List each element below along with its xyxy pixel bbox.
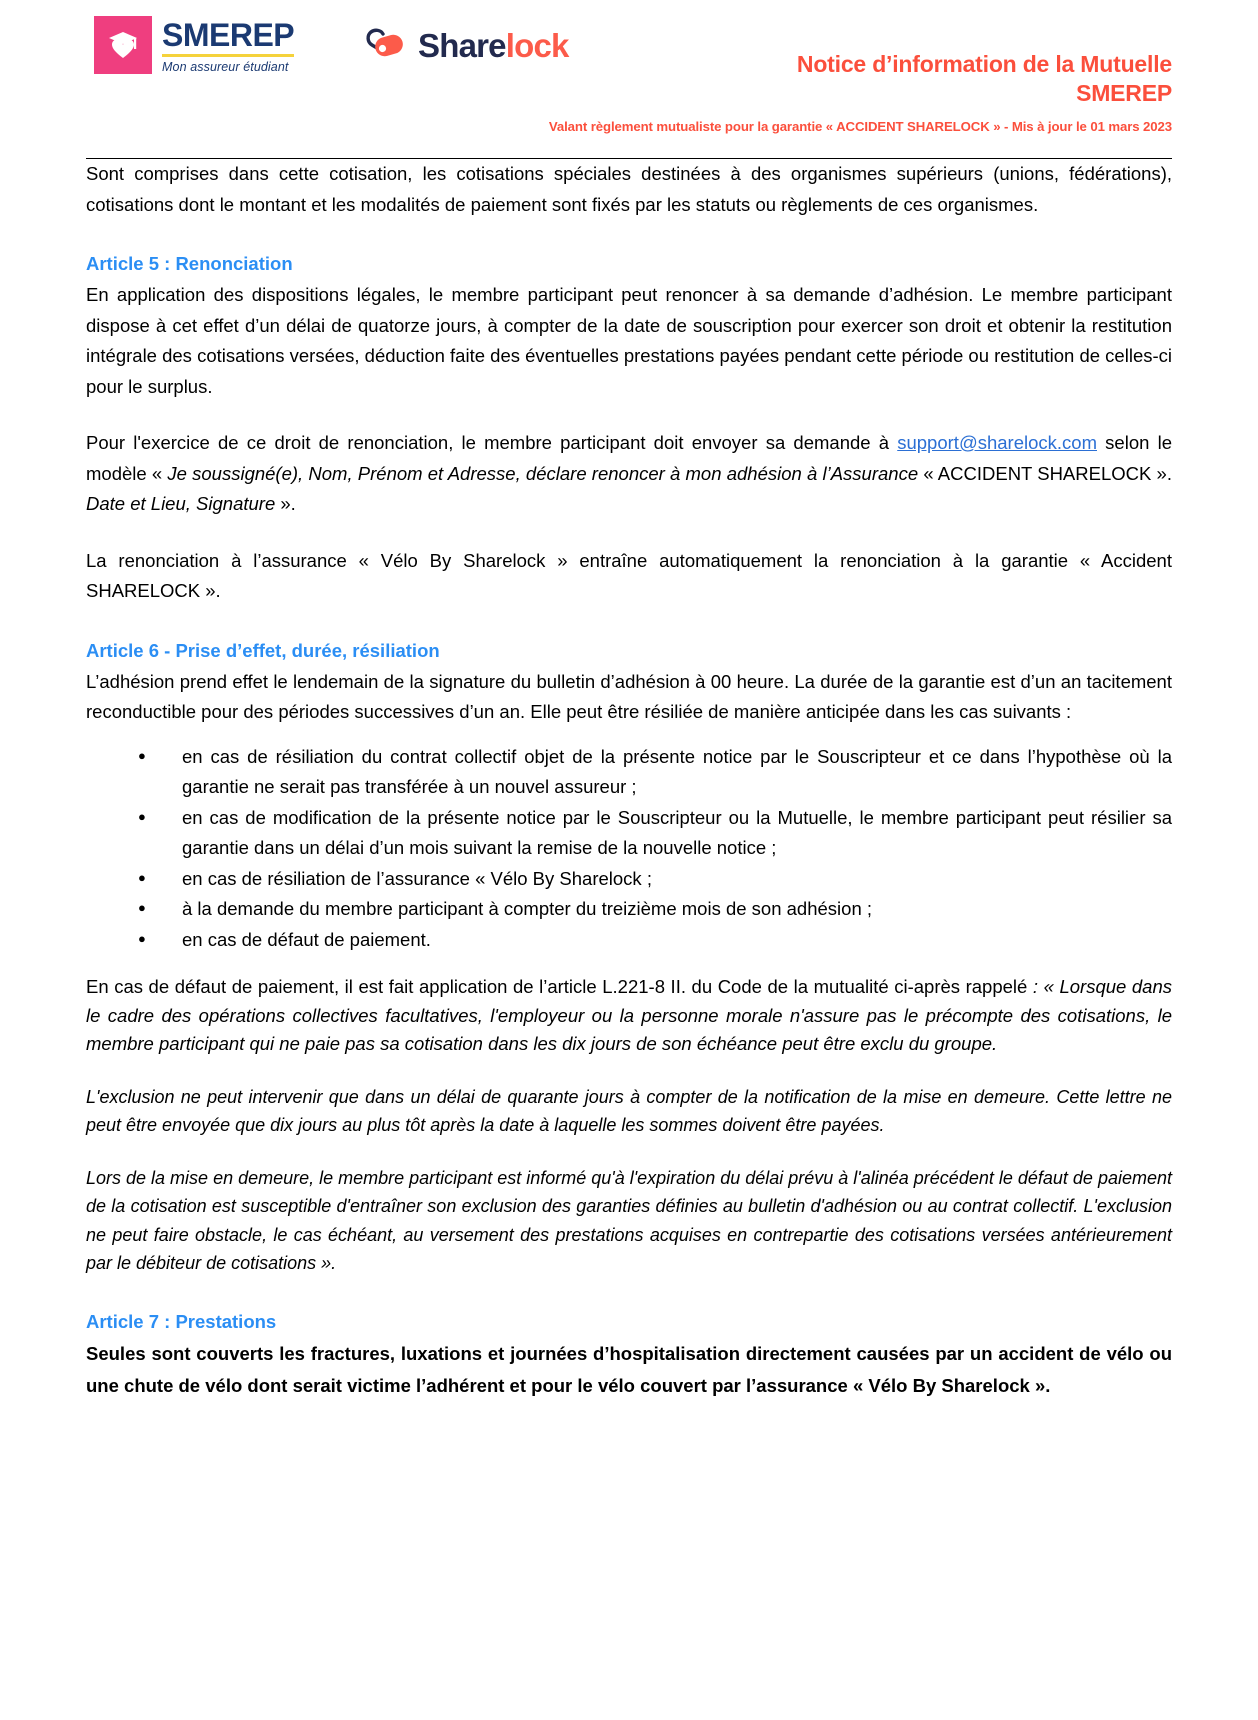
article-5-p2-pre: Pour l'exercice de ce droit de renonciation, le membre participant doit envoyer sa demande à [86,432,898,453]
header-title-line2: SMEREP [1076,80,1172,106]
article-7-paragraph-1: Seules sont couverts les fractures, luxations et journées d’hospitalisation directement causées par un accident de vélo ou une chute de vélo dont serait victime l’adhérent et pour le vélo couvert par l’assurance « Vélo By Sharelock ». [86,1342,1172,1396]
article-7-heading: Article 7 : Prestations [86,1310,277,1332]
header-subtitle: Valant règlement mutualiste pour la garantie « ACCIDENT SHARELOCK » - Mis à jour le 01 mars 2023 [548,119,1172,134]
sharelock-logo [364,26,569,65]
article-5-paragraph-3: La renonciation à l’assurance « Vélo By Sharelock » entraîne automatiquement la renonciation à la garantie « Accident SHARELOCK ». [86,549,1172,601]
legal-intro-plain: En cas de défaut de paiement, il est fait application de l’article L.221-8 II. du Code de la mutualité ci-après rappelé [86,976,1033,997]
header-title-line1: Notice d’information de la Mutuelle [796,51,1172,77]
legal-quote-3: Lors de la mise en demeure, le membre participant est informé qu'à l'expiration du délai prévu à l'alinéa précédent le défaut de paiement de la cotisation est susceptible d'entraîner son exclusion des garanties définies au bulletin d'adhésion ou au contrat collectif. L'exclusion ne peut faire obstacle, le cas échéant, au versement des prestations acquises en contrepartie des cotisations versées antérieurement par le débiteur de cotisations ». [86,1167,1172,1273]
smerep-heart-graduation-icon [94,16,152,74]
document-body [0,159,1258,1402]
list-item: ● en cas de défaut de paiement. [138,925,1172,956]
smerep-logo [94,16,294,74]
list-item: ● à la demande du membre participant à compter du treizième mois de son adhésion ; [138,894,1172,925]
article-6-heading: Article 6 - Prise d’effet, durée, résiliation [86,639,440,661]
list-item: ● en cas de résiliation du contrat collectif objet de la présente notice par le Souscripteur et ce dans l’hypothèse où la garantie ne serait pas transférée à un nouvel assureur ; [138,742,1172,803]
smerep-yellow-rule [162,54,294,57]
document-header [0,0,1258,150]
article-6-legal-intro [86,973,1172,1059]
support-email-link[interactable]: support@sharelock.com [897,432,1097,453]
legal-quote-2: L'exclusion ne peut intervenir que dans un délai de quarante jours à compter de la notification de la mise en demeure. Cette lettre ne peut être envoyée que dix jours au plus tôt après la date à laquelle les sommes doivent être payées. [86,1086,1172,1135]
article-5-paragraph-2 [86,428,1172,520]
header-title-block [549,50,1172,136]
article-6-bullet-list [86,742,1172,956]
smerep-wordmark: SMEREP [162,17,295,53]
sharelock-padlock-icon [364,26,410,65]
article-5-paragraph-1: En application des dispositions légales, le membre participant peut renoncer à sa demande d’adhésion. Le membre participant dispose à cet effet d’un délai de quatorze jours, à compter de la date de souscription pour exercer son droit et obtenir la restitution intégrale des cotisations versées, déduction faite des éventuelles prestations payées pendant cette période ou restitution de celles-ci pour le surplus. [86,284,1172,397]
smerep-tagline: Mon assureur étudiant [162,60,289,74]
intro-paragraph: Sont comprises dans cette cotisation, les cotisations spéciales destinées à des organismes supérieurs (unions, fédérations), cotisations dont le montant et les modalités de paiement sont fixés par les statuts ou règlements de ces organismes. [86,163,1172,215]
article-5-p2-italic-2: Date et Lieu, Signature [86,493,276,514]
logo-row [86,0,1172,150]
article-5-p2-mid: selon le modèle [86,432,1172,484]
article-5-heading: Article 5 : Renonciation [86,253,293,274]
article-6-paragraph-1: L’adhésion prend effet le lendemain de la signature du bulletin d’adhésion à 00 heure. La durée de la garantie est d’un an tacitement reconductible pour des périodes successives d’un an. Elle peut être résiliée de manière anticipée dans les cas suivants : [86,670,1172,722]
list-item: ● en cas de résiliation de l’assurance « Vélo By Sharelock ; [138,864,1172,895]
sharelock-wordmark-share: Share [418,27,506,64]
article-5-p2-plain: « ACCIDENT SHARELOCK ». [918,462,1172,484]
smerep-wordmark-block [162,16,294,74]
sharelock-wordmark [418,29,569,62]
article-5-p2-quote-open: « [151,462,168,484]
sharelock-wordmark-lock: lock [505,27,569,64]
article-5-p2-italic-1: Je soussigné(e), Nom, Prénom et Adresse, déclare renoncer à mon adhésion à l’Assurance [167,462,919,484]
article-5-p2-end: ». [275,493,296,514]
legal-quote-1: : « Lorsque dans le cadre des opérations collectives facultatives, l'employeur ou la personne morale n'assure pas le précompte des cotisations, le membre participant qui ne paie pas sa cotisation dans les dix jours de son échéance peut être exclu du groupe. [86,976,1172,1054]
list-item: ● en cas de modification de la présente notice par le Souscripteur ou la Mutuelle, le membre participant peut résilier sa garantie dans un délai d’un mois suivant la remise de la nouvelle notice ; [138,803,1172,864]
